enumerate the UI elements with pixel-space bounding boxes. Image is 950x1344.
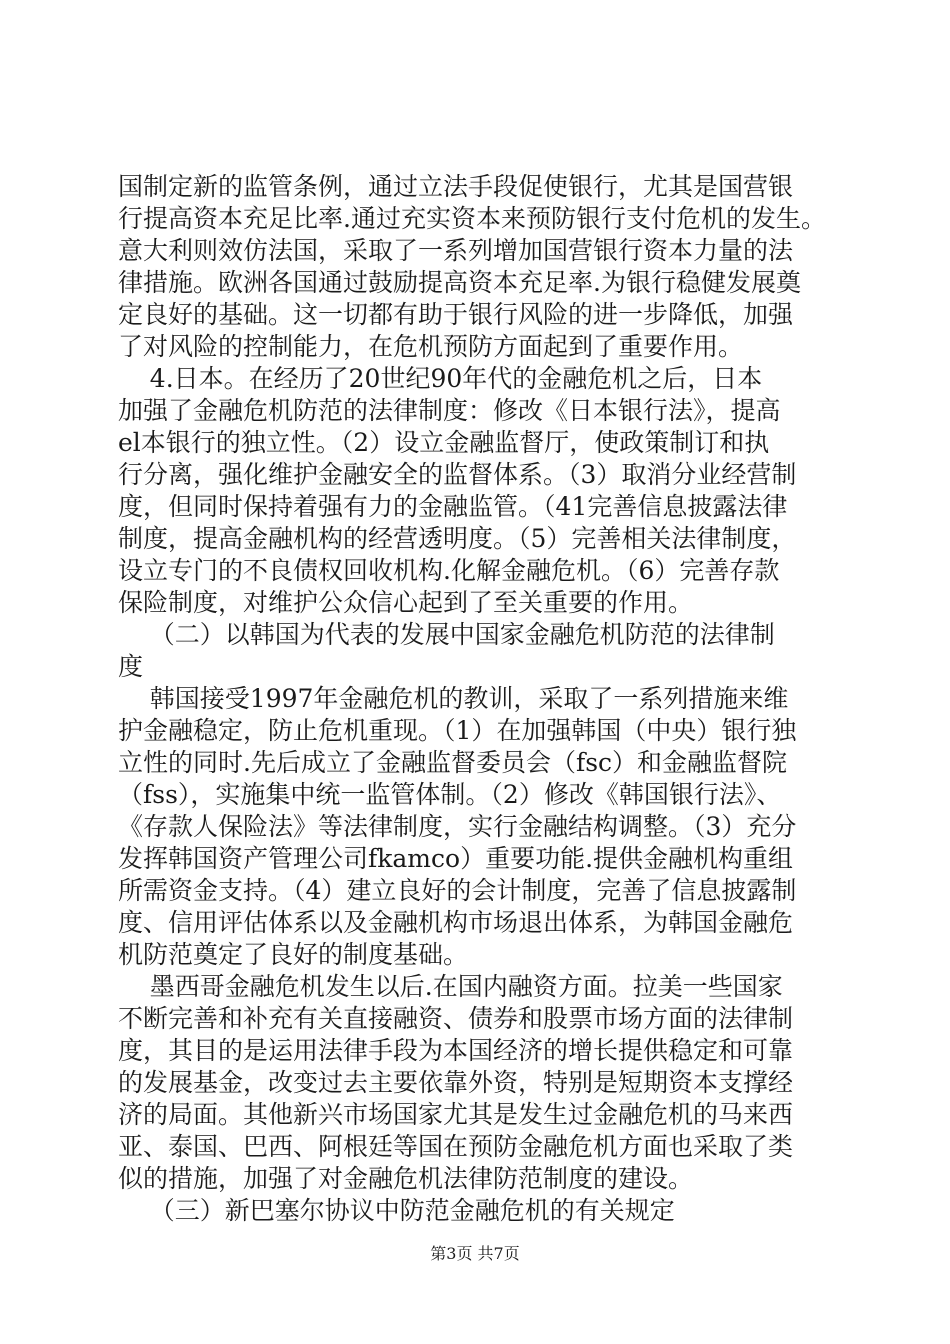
text-line: 似的措施，加强了对金融危机法律防范制度的建设。 — [118, 1164, 694, 1193]
text-line: 了对风险的控制能力，在危机预防方面起到了重要作用。 — [118, 332, 744, 361]
text-line: 保险制度，对维护公众信心起到了至关重要的作用。 — [118, 588, 694, 617]
text-line: 发挥韩国资产管理公司fkamco）重要功能.提供金融机构重组 — [118, 844, 794, 873]
section-heading: （二）以韩国为代表的发展中国家金融危机防范的法律制 — [118, 620, 775, 649]
text-line: 的发展基金，改变过去主要依靠外资，特别是短期资本支撑经 — [118, 1068, 794, 1097]
text-line: 济的局面。其他新兴市场国家尤其是发生过金融危机的马来西 — [118, 1100, 794, 1129]
text-line: 制度，提高金融机构的经营透明度。（5）完善相关法律制度， — [118, 524, 797, 553]
section-heading: （三）新巴塞尔协议中防范金融危机的有关规定 — [118, 1196, 675, 1225]
text-line: 护金融稳定，防止危机重现。（1）在加强韩国（中央）银行独 — [118, 716, 797, 745]
text-line: 度、信用评估体系以及金融机构市场退出体系，为韩国金融危 — [118, 908, 794, 937]
section-heading: 度 — [118, 652, 144, 681]
text-line: el本银行的独立性。（2）设立金融监督厅，使政策制订和执 — [118, 428, 770, 457]
text-line: 所需资金支持。（4）建立良好的会计制度，完善了信息披露制 — [118, 876, 797, 905]
text-line: 意大利则效仿法国，采取了一系列增加国营银行资本力量的法 — [118, 236, 794, 265]
text-line: 律措施。欧洲各国通过鼓励提高资本充足率.为银行稳健发展奠 — [118, 268, 801, 297]
text-line: 不断完善和补充有关直接融资、债券和股票市场方面的法律制 — [118, 1004, 794, 1033]
text-line: 行提高资本充足比率.通过充实资本来预防银行支付危机的发生。 — [118, 204, 826, 233]
text-line: 行分离，强化维护金融安全的监督体系。（3）取消分业经营制 — [118, 460, 797, 489]
text-line: （fss），实施集中统一监管体制。（2）修改《韩国银行法》、 — [118, 780, 782, 809]
text-line: 设立专门的不良债权回收机构.化解金融危机。（6）完善存款 — [118, 556, 780, 585]
text-line: 墨西哥金融危机发生以后.在国内融资方面。拉美一些国家 — [118, 972, 783, 1001]
text-line: 机防范奠定了良好的制度基础。 — [118, 940, 469, 969]
text-line: 4.日本。在经历了20世纪90年代的金融危机之后，日本 — [118, 364, 763, 393]
text-line: 立性的同时.先后成立了金融监督委员会（fsc）和金融监督院 — [118, 748, 788, 777]
text-line: 定良好的基础。这一切都有助于银行风险的进一步降低，加强 — [118, 300, 794, 329]
text-line: 《存款人保险法》等法律制度，实行金融结构调整。（3）充分 — [118, 812, 797, 841]
text-line: 国制定新的监管条例，通过立法手段促使银行，尤其是国营银 — [118, 172, 794, 201]
page-number-footer: 第3页 共7页 — [430, 1244, 520, 1263]
text-line: 度，其目的是运用法律手段为本国经济的增长提供稳定和可靠 — [118, 1036, 794, 1065]
text-line: 韩国接受1997年金融危机的教训，采取了一系列措施来维 — [118, 684, 789, 713]
text-line: 度，但同时保持着强有力的金融监管。（41完善信息披露法律 — [118, 492, 788, 521]
text-line: 加强了金融危机防范的法律制度：修改《日本银行法》，提高 — [118, 396, 781, 425]
text-line: 亚、泰国、巴西、阿根廷等国在预防金融危机方面也采取了类 — [118, 1132, 794, 1161]
